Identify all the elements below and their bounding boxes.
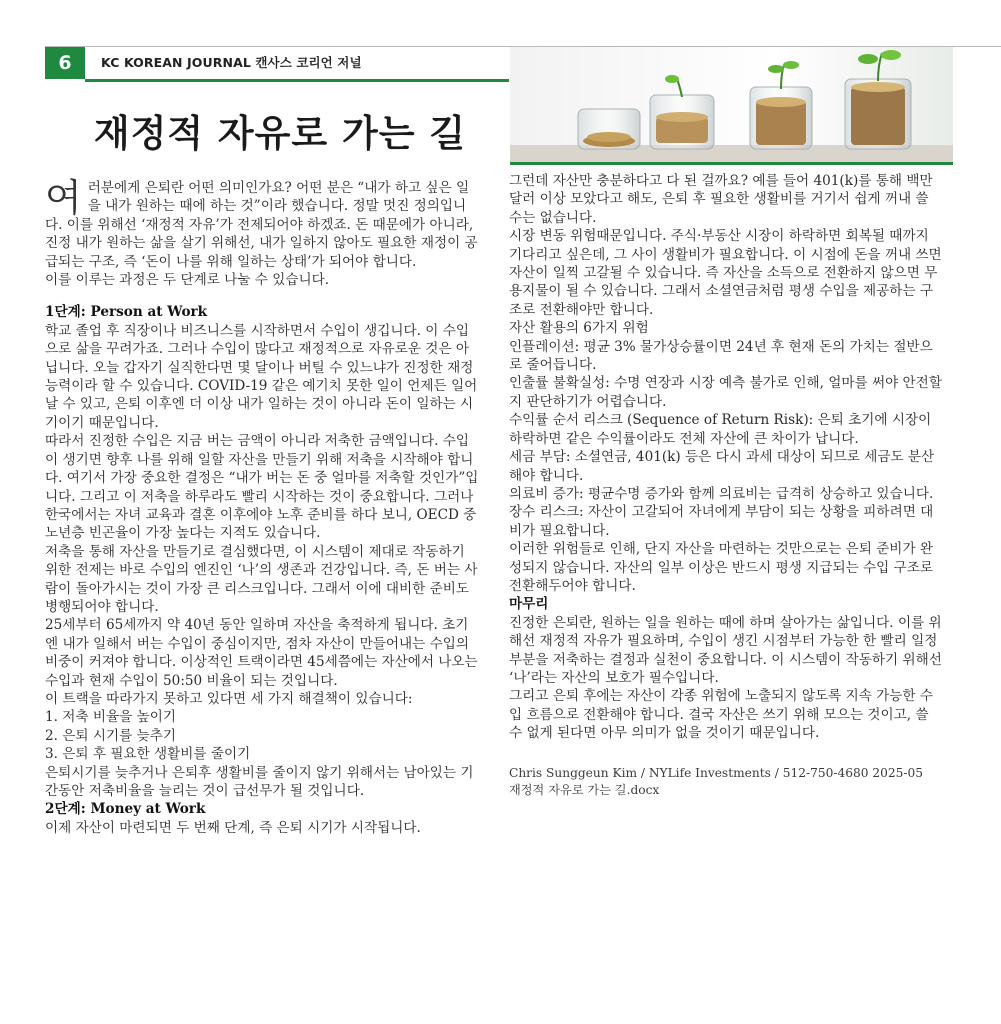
step1-paragraph-1: 학교 졸업 후 직장이나 비즈니스를 시작하면서 수입이 생깁니다. 이 수입으로 삶을 꾸려가죠. 그러나 수입이 많다고 재정적으로 자유로운 것은 아닙니다. 오늘 갑자기 실직한다면 몇 달이나 버틸 수 있느냐가 진정한 재정 능력이라 할 수 있습니다. COVID-19 같은 예기치 못한 일이 언제든 일어날 수 있고, 은퇴 이후엔 더 이상 내가 일하는 것이 아니라 돈이 일하는 시기이기 때문입니다. [45, 322, 478, 431]
author-byline: Chris Sunggeun Kim / NYLife Investments / 512-750-4680 2025-05 [509, 765, 924, 780]
solution-item: 2. 은퇴 시기를 늦추기 [45, 727, 176, 744]
risks-heading: 자산 활용의 6가지 위험 [509, 320, 649, 337]
intro-paragraph [45, 176, 481, 271]
solution-item: 1. 저축 비율을 높이기 [45, 709, 176, 726]
step1-paragraph-5: 이 트랙을 따라가지 못하고 있다면 세 가지 해결책이 있습니다: [45, 690, 413, 707]
risk-item: 인플레이션: 평균 3% 물가상승률이면 24년 후 현재 돈의 가치는 절반으로 줄어듭니다. [509, 338, 933, 374]
step2-paragraph-1-cont: 그런데 자산만 충분하다고 다 된 걸까요? 예를 들어 401(k)를 통해 백만 달러 이상 모았다고 해도, 은퇴 후 필요한 생활비를 거기서 쉽게 꺼내 쓸 수는 없습니다. [509, 173, 933, 226]
intro-second: 이를 이루는 과정은 두 단계로 나눌 수 있습니다. [45, 272, 330, 289]
risk-item: 세금 부담: 소셜연금, 401(k) 등은 다시 과세 대상이 되므로 세금도 분산해야 합니다. [509, 449, 935, 484]
step1-paragraph-6: 은퇴시기를 늦추거나 은퇴후 생활비를 줄이지 않기 위해서는 남아있는 기간동안 저축비율을 늘리는 것이 급선무가 될 것입니다. [45, 764, 474, 799]
risks-summary: 이러한 위험들로 인해, 단지 자산을 마련하는 것만으로는 은퇴 준비가 완성되지 않습니다. 자산의 일부 이상은 반드시 평생 지급되는 수입 구조로 전환해두어야 합니다. [509, 541, 934, 594]
conclusion-paragraph-2: 그리고 은퇴 후에는 자산이 각종 위험에 노출되지 않도록 지속 가능한 수입 흐름으로 전환해야 합니다. 결국 자산은 쓰기 위해 모으는 것이고, 쓸 수 없게 된다면 아무 의미가 없을 것이기 때문입니다. [509, 688, 934, 742]
right-column [509, 172, 945, 799]
step2-heading: 2단계: Money at Work [45, 801, 206, 818]
step2-paragraph-1-start: 이제 자산이 마련되면 두 번째 단계, 즉 은퇴 시기가 시작됩니다. [45, 819, 421, 836]
solution-item: 3. 은퇴 후 필요한 생활비를 줄이기 [45, 746, 251, 763]
page-number: 6 [45, 47, 85, 79]
intro-text: 러분에게 은퇴란 어떤 의미인가요? 어떤 분은 “내가 하고 싶은 일을 내가 원하는 때에 하는 것”이라 했습니다. 정말 멋진 정의입니다. 이를 위해선 ‘재정적 자유’가 전제되어야 하겠죠. 돈 때문에가 아니라, 진정 내가 원하는 삶을 살기 위해선, 내가 일하지 않아도 필요한 재정이 공급되는 구조, 즉 ‘돈이 나를 위해 일하는 상태’가 되어야 합니다. [45, 180, 478, 270]
risk-item: 장수 리스크: 자산이 고갈되어 자녀에게 부담이 되는 상황을 피하려면 대비가 필요합니다. [509, 504, 934, 539]
drop-cap: 여 [45, 176, 82, 220]
conclusion-heading: 마무리 [509, 596, 549, 613]
risk-item: 인출률 불확실성: 수명 연장과 시장 예측 불가로 인해, 얼마를 써야 안전할지 판단하기가 어렵습니다. [509, 375, 942, 410]
left-column [45, 176, 481, 837]
step1-paragraph-2: 따라서 진정한 수입은 지금 버는 금액이 아니라 저축한 금액입니다. 수입이 생기면 향후 나를 위해 일할 자산을 만들기 위해 저축을 시작해야 합니다. 여기서 가장 중요한 결정은 “내가 버는 돈 중 얼마를 저축할 것인가”입니다. 그리고 이 저축을 하루라도 빨리 시작하는 것이 중요합니다. 그러나 한국에서는 자녀 교육과 결혼 이후에야 노후 준비를 하다 보니, OECD 중 노년층 빈곤율이 가장 높다는 지적도 있습니다. [45, 433, 479, 542]
step1-heading: 1단계: Person at Work [45, 304, 208, 321]
conclusion-paragraph-1: 진정한 은퇴란, 원하는 일을 원하는 때에 하며 살아가는 삶입니다. 이를 위해선 재정적 자유가 필요하며, 수입이 생긴 시점부터 가능한 한 빨리 일정 부분을 저축하는 결정과 실천이 중요합니다. 이 시스템이 작동하기 위해선 ‘나’라는 자산의 보호가 필수입니다. [509, 614, 942, 686]
step1-paragraph-3: 저축을 통해 자산을 만들기로 결심했다면, 이 시스템이 제대로 작동하기 위한 전제는 바로 수입의 엔진인 ‘나’의 생존과 건강입니다. 즉, 돈 버는 사람이 돌아가시는 것이 가장 큰 리스크입니다. 그래서 이에 대비한 준비도 병행되어야 합니다. [45, 543, 478, 615]
photo-underline [510, 162, 953, 165]
masthead: KC KOREAN JOURNAL 캔사스 코리언 저널 [101, 55, 362, 70]
file-name: 재정적 자유로 가는 길.docx [509, 782, 660, 797]
step2-paragraph-2: 시장 변동 위험때문입니다. 주식·부동산 시장이 하락하면 회복될 때까지 기다리고 싶은데, 그 사이 생활비가 필요합니다. 이 시점에 돈을 꺼내 쓰면 자산이 일찍 고갈될 수 있습니다. 즉 자산을 소득으로 전환하지 않으면 무용지물이 될 수 있습니다. 그래서 소셜연금처럼 평생 수입을 제공하는 구조로 전환해야만 합니다. [509, 228, 942, 318]
coin-jars-with-sprouts-photo [510, 47, 953, 162]
step1-paragraph-4: 25세부터 65세까지 약 40년 동안 일하며 자산을 축적하게 됩니다. 초기엔 내가 일해서 버는 수입이 중심이지만, 점차 자산이 만들어내는 수입의 비중이 커져야 합니다. 이상적인 트랙이라면 45세쯤에는 자산에서 나오는 수입과 현재 수입이 50:50 비율이 되는 것입니다. [45, 617, 478, 689]
risk-item: 의료비 증가: 평균수명 증가와 함께 의료비는 급격히 상승하고 있습니다. [509, 485, 934, 502]
risk-item: 수익률 순서 리스크 (Sequence of Return Risk): 은퇴 초기에 시장이 하락하면 같은 수익률이라도 전체 자산에 큰 차이가 납니다. [509, 412, 932, 447]
article-title: 재정적 자유로 가는 길 [93, 112, 467, 155]
masthead-underline [85, 79, 509, 82]
